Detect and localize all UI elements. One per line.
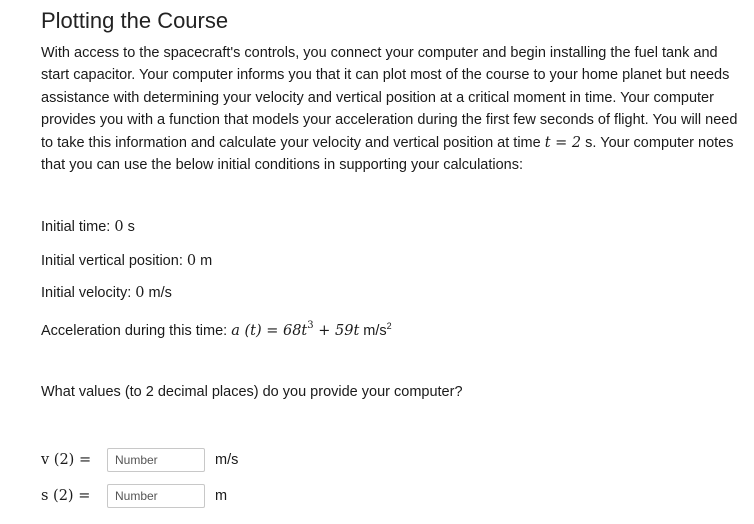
- initial-velocity-value: 0: [135, 285, 145, 301]
- initial-time-label: Initial time:: [41, 219, 115, 235]
- question-text: What values (to 2 decimal places) do you provide your computer?: [41, 384, 463, 400]
- acceleration-unit-exponent: 2: [386, 321, 392, 331]
- initial-velocity-label: Initial velocity:: [41, 285, 136, 301]
- problem-description: [41, 42, 746, 176]
- acceleration-unit: m/s: [359, 323, 387, 339]
- velocity-unit: m/s: [215, 452, 239, 468]
- initial-velocity-line: [41, 285, 172, 301]
- acceleration-rest: + 59t: [313, 323, 360, 339]
- description-text-1: With access to the spacecraft's controls, you connect your computer and begin installing the fuel tank and start capacitor. Your computer informs you that it can plot most of the course to your home planet but needs assistance with determining your velocity and vertical position at a critical moment in time. Your computer provides you with a function that models your acceleration during the first few seconds of flight. You will need to take this information and calculate your velocity and vertical position at time: [41, 45, 738, 151]
- position-answer-row: [41, 482, 227, 510]
- initial-time-line: [41, 219, 135, 235]
- velocity-answer-row: [41, 446, 238, 474]
- acceleration-label: Acceleration during this time:: [41, 323, 232, 339]
- initial-time-value: 0: [114, 219, 124, 235]
- description-text-2: s. Your computer notes that you can use the below initial conditions in supporting your calculations:: [41, 134, 734, 174]
- acceleration-exponent: 3: [307, 320, 314, 331]
- velocity-input[interactable]: [107, 448, 205, 472]
- initial-position-unit: m: [196, 253, 213, 269]
- acceleration-lhs: a (t) = 68t: [231, 323, 308, 339]
- acceleration-line: [41, 320, 392, 339]
- initial-position-line: [41, 253, 212, 269]
- initial-velocity-unit: m/s: [144, 285, 172, 301]
- position-label: s (2) =: [41, 488, 91, 504]
- page-title: Plotting the Course: [41, 8, 229, 33]
- position-unit: m: [215, 488, 228, 504]
- initial-time-unit: s: [123, 219, 135, 235]
- time-math: t = 2: [544, 134, 582, 151]
- initial-position-value: 0: [186, 253, 197, 269]
- initial-position-label: Initial vertical position:: [41, 253, 187, 269]
- position-input[interactable]: [107, 484, 205, 508]
- velocity-label: v (2) =: [41, 452, 92, 468]
